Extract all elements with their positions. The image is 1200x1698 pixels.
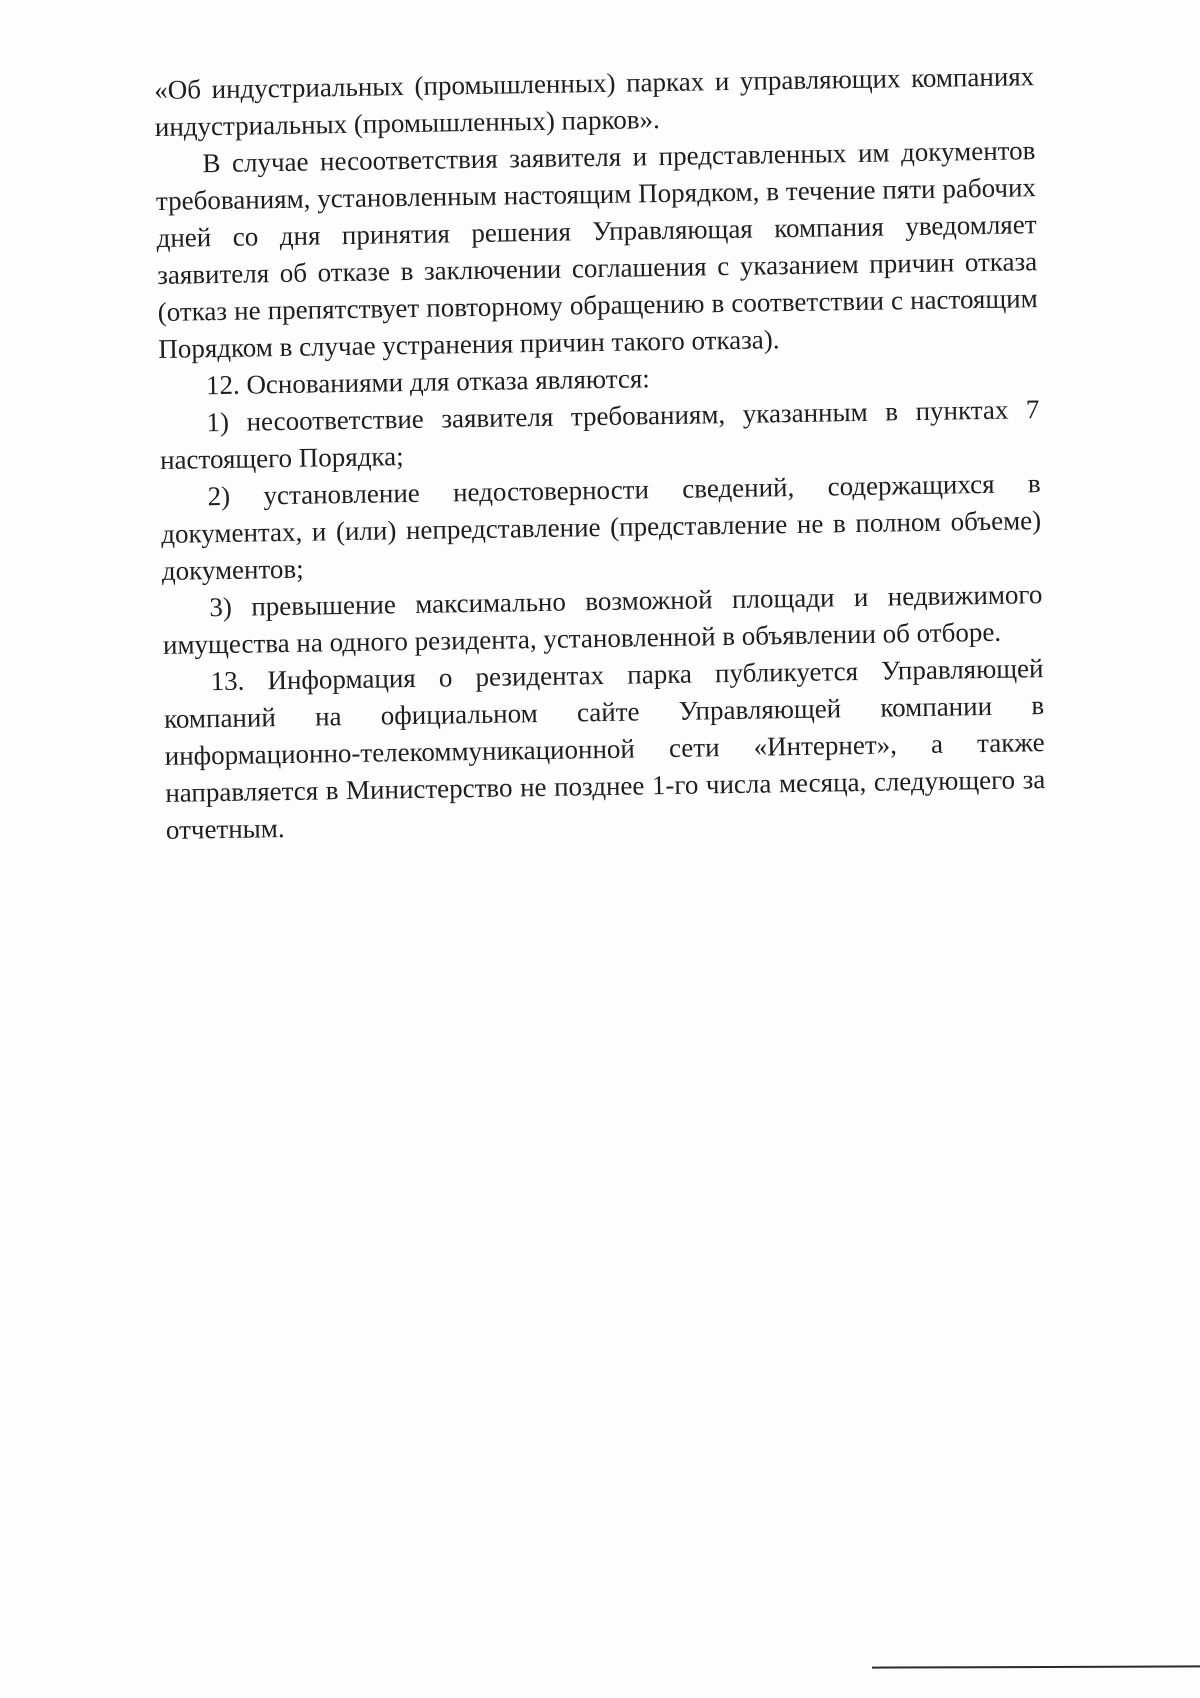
footer-divider [872,1665,1200,1668]
paragraph-item-12: 12. Основаниями для отказа являются: [205,363,650,401]
paragraph-refusal-notice: В случае несоответствия заявителя и представленных им документов требованиям, установленным настоящим Порядком, в течение пяти рабочих дней со дня принятия решения Управляющая компания уведомляет заявителя об отказе в заключении соглашения с указанием причин отказа (отказ не препятствует повторному обращению в соответствии с настоящим Порядком в случае устранения причин такого отказа). [155,135,1038,364]
paragraph-ground-2: 2) установление недостоверности сведений, содержащихся в документах, и (или) непредставление (представление не в полном объеме) документов; [161,468,1042,586]
document-body [154,58,1046,849]
paragraph-law-reference: «Об индустриальных (промышленных) парках и управляющих компаниях индустриальных (промышленных) парков». [154,61,1035,142]
paragraph-ground-1: 1) несоответствие заявителя требованиям, указанным в пунктах 7 настоящего Порядка; [159,394,1040,475]
paragraph-ground-3: 3) превышение максимально возможной площади и недвижимого имущества на одного резидента, установленной в объявлении об отборе. [162,579,1043,660]
paragraph-item-13: 13. Информация о резидентах парка публикуется Управляющей компаний на официальном сайте Управляющей компании в информационно-телекоммуникационной сети «Интернет», а также направляется в Министерство не позднее 1-го числа месяца, следующего за отчетным. [163,653,1046,845]
